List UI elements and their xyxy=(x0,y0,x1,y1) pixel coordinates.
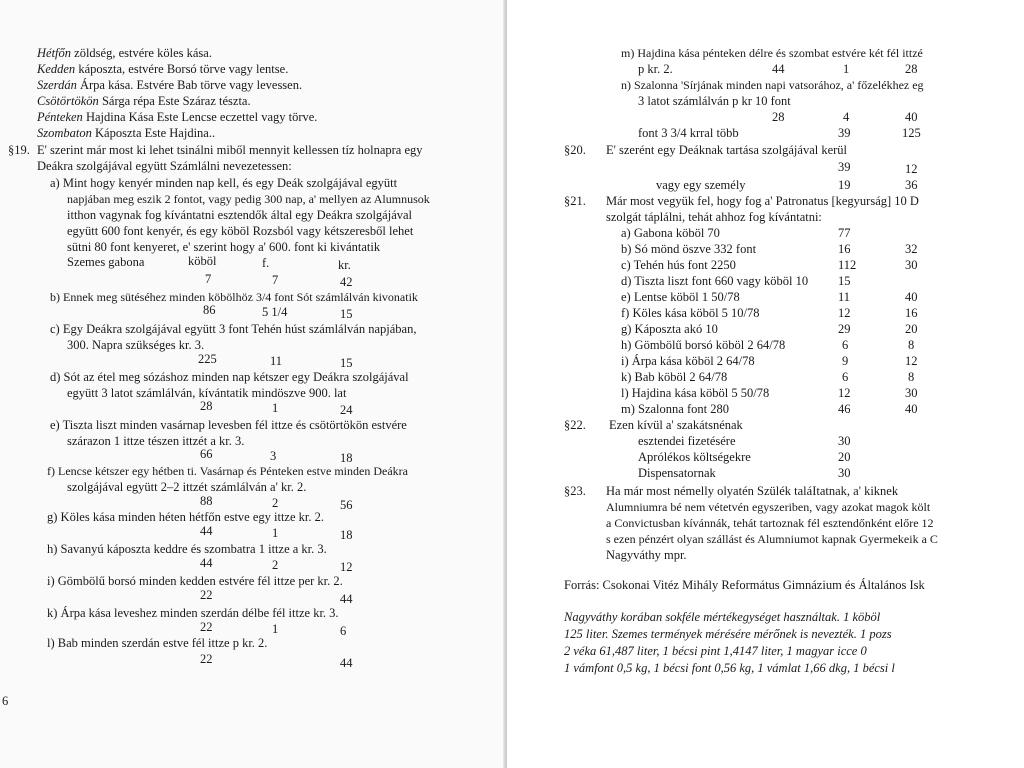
item-m-value-3: 28 xyxy=(905,62,918,76)
list-item-value-1: 11 xyxy=(838,290,851,304)
item-i-line-1: i) Gömbölű borsó minden kedden estvére fél ittze per kr. 2. xyxy=(47,574,343,588)
source-line: Forrás: Csokonai Vitéz Mihály Református Gimnázium és Általános Isk xyxy=(564,578,925,592)
section-20-value-3: 19 xyxy=(838,178,851,192)
item-l-value-3: 44 xyxy=(340,656,353,670)
list-item: k) Bab köböl 2 64/78 xyxy=(621,370,728,384)
list-item: a) Gabona köböl 70 xyxy=(621,226,720,240)
item-h-value-1: 44 xyxy=(200,556,213,570)
list-item-value-1: 30 xyxy=(838,466,851,480)
item-f-value-2: 2 xyxy=(272,496,279,510)
section-20-value-2: 12 xyxy=(905,162,918,176)
item-n-value-4: 39 xyxy=(838,126,851,140)
section-20-value-4: 36 xyxy=(905,178,918,192)
item-f-line-2: szolgájával együtt 2–2 ittzét számlálván a' kr. 2. xyxy=(67,480,307,494)
unit-header-krajcar: kr. xyxy=(338,258,351,272)
item-b-value-2: 5 1/4 xyxy=(262,305,288,319)
list-item-value-1: 12 xyxy=(838,386,851,400)
item-m-line-2: p kr. 2. xyxy=(638,62,673,76)
unit-header-forint: f. xyxy=(262,256,270,270)
item-g-line-1: g) Köles kása minden héten hétfőn estve egy ittze kr. 2. xyxy=(47,510,325,524)
item-n-value-3: 40 xyxy=(905,110,918,124)
item-n-line-2: 3 latot számlálván p kr 10 font xyxy=(638,94,791,108)
day-line-5: Pénteken Hajdina Kása Este Lencse eczettel vagy törve. xyxy=(37,110,318,124)
list-item: Dispensatornak xyxy=(638,466,716,480)
item-e-value-1: 66 xyxy=(200,447,213,461)
section-23-line-2: Alumniumra bé nem vétetvén egyszeriben, vagy azokat magok költ xyxy=(606,500,931,514)
list-item-value-2: 30 xyxy=(905,258,918,272)
item-c-value-2: 11 xyxy=(270,354,283,368)
item-n-value-2: 4 xyxy=(843,110,850,124)
item-n-value-5: 125 xyxy=(902,126,921,140)
item-a-line-4: együtt 600 font kenyér, és egy köböl Rozsból vagy kétszeresből lehet xyxy=(67,224,414,238)
item-d-value-2: 1 xyxy=(272,401,279,415)
item-f-value-1: 88 xyxy=(200,494,213,508)
list-item: i) Árpa kása köböl 2 64/78 xyxy=(621,354,755,368)
section-23-number: §23. xyxy=(564,484,586,498)
day-line-1: Hétfőn zöldség, estvére köles kása. xyxy=(37,46,212,60)
list-item-value-2: 30 xyxy=(905,386,918,400)
section-22-line-1: Ezen kívül a' szakátsnénak xyxy=(609,418,743,432)
item-c-value-1: 225 xyxy=(198,352,217,366)
item-i-value-1: 22 xyxy=(200,588,213,602)
item-a-value-2: 7 xyxy=(272,273,279,287)
list-item-value-2: 8 xyxy=(908,370,915,384)
list-item: l) Hajdina kása köböl 5 50/78 xyxy=(621,386,770,400)
item-n-line-1: n) Szalonna 'Sírjának minden napi vatsorához, a' főzelékhez eg xyxy=(621,78,924,92)
list-item: c) Tehén hús font 2250 xyxy=(621,258,736,272)
note-line-2: 125 liter. Szemes termények mérésére mérőnek is nevezték. 1 pozs xyxy=(564,627,892,641)
item-a-line-3: itthon vagynak fog kívántatni esztendők által egy Deákra szolgájával xyxy=(67,208,413,222)
item-b-line-1: b) Ennek meg sütéséhez minden köbölhöz 3/4 font Sót számlálván kivonatik xyxy=(50,290,418,304)
section-20-line-1: E' szerént egy Deáknak tartása szolgájával kerül xyxy=(606,143,848,157)
item-h-line-1: h) Savanyú káposzta keddre és szombatra 1 ittze a kr. 3. xyxy=(47,542,327,556)
list-item-value-1: 20 xyxy=(838,450,851,464)
item-l-line-1: l) Bab minden szerdán estve fél ittze p kr. 2. xyxy=(47,636,268,650)
unit-header-koebel: köböl xyxy=(188,254,217,268)
item-e-line-1: e) Tiszta liszt minden vasárnap levesben fél ittze és csötörtökön estvére xyxy=(50,418,407,432)
list-item-value-1: 6 xyxy=(842,338,849,352)
item-d-line-1: d) Sót az étel meg sózáshoz minden nap kétszer egy Deákra szolgájával xyxy=(50,370,409,384)
item-k-value-2: 1 xyxy=(272,622,279,636)
item-h-value-2: 2 xyxy=(272,558,279,572)
item-n-line-3: font 3 3/4 krral több xyxy=(638,126,739,140)
list-item: e) Lentse köböl 1 50/78 xyxy=(621,290,740,304)
item-l-value-1: 22 xyxy=(200,652,213,666)
item-m-value-1: 44 xyxy=(772,62,785,76)
item-k-value-3: 6 xyxy=(340,624,347,638)
note-line-1: Nagyváthy korában sokféle mértékegységet használtak. 1 köböl xyxy=(564,610,881,624)
list-item-value-2: 20 xyxy=(905,322,918,336)
list-item: esztendei fizetésére xyxy=(638,434,736,448)
list-item-value-1: 16 xyxy=(838,242,851,256)
note-line-4: 1 vámfont 0,5 kg, 1 bécsi font 0,56 kg, 1 vámlat 1,66 dkg, 1 bécsi l xyxy=(564,661,895,675)
right-page xyxy=(507,0,1024,768)
list-item-value-1: 112 xyxy=(838,258,857,272)
item-e-value-3: 18 xyxy=(340,451,353,465)
list-item-value-1: 12 xyxy=(838,306,851,320)
list-item-value-2: 40 xyxy=(905,402,918,416)
item-b-value-3: 15 xyxy=(340,307,353,321)
item-c-line-1: c) Egy Deákra szolgájával együtt 3 font Tehén húst számlálván napjában, xyxy=(50,322,417,336)
list-item-value-1: 29 xyxy=(838,322,851,336)
item-m-value-2: 1 xyxy=(843,62,850,76)
item-g-value-3: 18 xyxy=(340,528,353,542)
list-item: h) Gömbölű borsó köböl 2 64/78 xyxy=(621,338,786,352)
section-21-number: §21. xyxy=(564,194,586,208)
page-number: 6 xyxy=(2,694,9,708)
section-20-line-2: vagy egy személy xyxy=(656,178,746,192)
list-item-value-2: 40 xyxy=(905,290,918,304)
section-19-line-1: E' szerint már most ki lehet tsinálni miből mennyit kellessen tíz holnapra egy xyxy=(37,143,423,157)
item-a-value-1: 7 xyxy=(205,272,212,286)
item-d-line-2: együtt 3 latot számlálván, kívántatik mindöszve 900. lat xyxy=(67,386,347,400)
section-20-value-1: 39 xyxy=(838,160,851,174)
section-19-line-2: Deákra szolgájával együtt Számlálni nevezetessen: xyxy=(37,159,292,173)
list-item-value-2: 12 xyxy=(905,354,918,368)
list-item-value-1: 9 xyxy=(842,354,849,368)
list-item: f) Köles kása köböl 5 10/78 xyxy=(621,306,760,320)
item-k-value-1: 22 xyxy=(200,620,213,634)
section-23-line-1: Ha már most némelly olyatén Szülék taláItatnak, a' kiknek xyxy=(606,484,899,498)
item-b-value-1: 86 xyxy=(203,303,216,317)
item-c-value-3: 15 xyxy=(340,356,353,370)
left-page xyxy=(0,0,505,768)
day-line-2: Kedden káposzta, estvére Borsó törve vagy lentse. xyxy=(37,62,289,76)
item-f-value-3: 56 xyxy=(340,498,353,512)
list-item: b) Só mönd öszve 332 font xyxy=(621,242,757,256)
list-item: Aprólékos költségekre xyxy=(638,450,751,464)
item-d-value-1: 28 xyxy=(200,399,213,413)
item-e-value-2: 3 xyxy=(270,449,277,463)
section-22-number: §22. xyxy=(564,418,586,432)
day-line-4: Csötörtökön Sárga répa Este Száraz tészta. xyxy=(37,94,251,108)
list-item-value-1: 6 xyxy=(842,370,849,384)
item-a-value-3: 42 xyxy=(340,275,353,289)
item-n-value-1: 28 xyxy=(772,110,785,124)
list-item-value-2: 32 xyxy=(905,242,918,256)
section-23-line-4: s ezen pénzért olyan szállást és Alumniumot kapnak Gyermekeik a C xyxy=(606,532,938,546)
list-item-value-2: 8 xyxy=(908,338,915,352)
day-line-3: Szerdán Árpa kása. Estvére Bab törve vagy levessen. xyxy=(37,78,303,92)
section-23-line-3: a Convictusban kívánnák, tehát tartoznak fél esztendőnként előre 12 xyxy=(606,516,934,530)
item-a-line-5: sütni 80 font kenyeret, e' szerint hogy a' 600. font ki kivántatik xyxy=(67,240,381,254)
item-a-line-2: napjában meg eszik 2 fontot, vagy pedig 300 nap, a' mellyen az Alumnusok xyxy=(67,192,430,206)
item-e-line-2: szárazon 1 ittze tészen ittzét a kr. 3. xyxy=(67,434,245,448)
item-i-value-3: 44 xyxy=(340,592,353,606)
item-a-line-1: a) Mint hogy kenyér minden nap kell, és egy Deák szolgájával együtt xyxy=(50,176,398,190)
list-item: m) Szalonna font 280 xyxy=(621,402,729,416)
item-g-value-2: 1 xyxy=(272,526,279,540)
item-a-line-6: Szemes gabona xyxy=(67,255,145,269)
item-c-line-2: 300. Napra szükséges kr. 3. xyxy=(67,338,205,352)
list-item-value-1: 30 xyxy=(838,434,851,448)
list-item-value-2: 16 xyxy=(905,306,918,320)
item-f-line-1: f) Lencse kétszer egy hétben ti. Vasárnap és Pénteken estve minden Deákra xyxy=(47,464,408,478)
item-k-line-1: k) Árpa kása leveshez minden szerdán délbe fél ittze kr. 3. xyxy=(47,606,339,620)
section-23-line-5: Nagyváthy mpr. xyxy=(606,548,687,562)
item-h-value-3: 12 xyxy=(340,560,353,574)
item-g-value-1: 44 xyxy=(200,524,213,538)
list-item-value-1: 46 xyxy=(838,402,851,416)
day-line-6: Szombaton Káposzta Este Hajdina.. xyxy=(37,126,216,140)
note-line-3: 2 véka 61,487 liter, 1 bécsi pint 1,4147 liter, 1 magyar icce 0 xyxy=(564,644,867,658)
section-21-line-1: Már most vegyük fel, hogy fog a' Patronatus [kegyurság] 10 D xyxy=(606,194,919,208)
section-20-number: §20. xyxy=(564,143,586,157)
list-item: g) Káposzta akó 10 xyxy=(621,322,718,336)
item-d-value-3: 24 xyxy=(340,403,353,417)
list-item-value-1: 77 xyxy=(838,226,851,240)
list-item-value-1: 15 xyxy=(838,274,851,288)
section-21-line-2: szolgát táplálni, tehát ahhoz fog kívántatni: xyxy=(606,210,822,224)
item-m-line-1: m) Hajdina kása pénteken délre és szombat estvére két fél ittzé xyxy=(621,46,923,60)
list-item: d) Tiszta liszt font 660 vagy köböl 10 xyxy=(621,274,809,288)
section-19-number: §19. xyxy=(8,143,30,157)
